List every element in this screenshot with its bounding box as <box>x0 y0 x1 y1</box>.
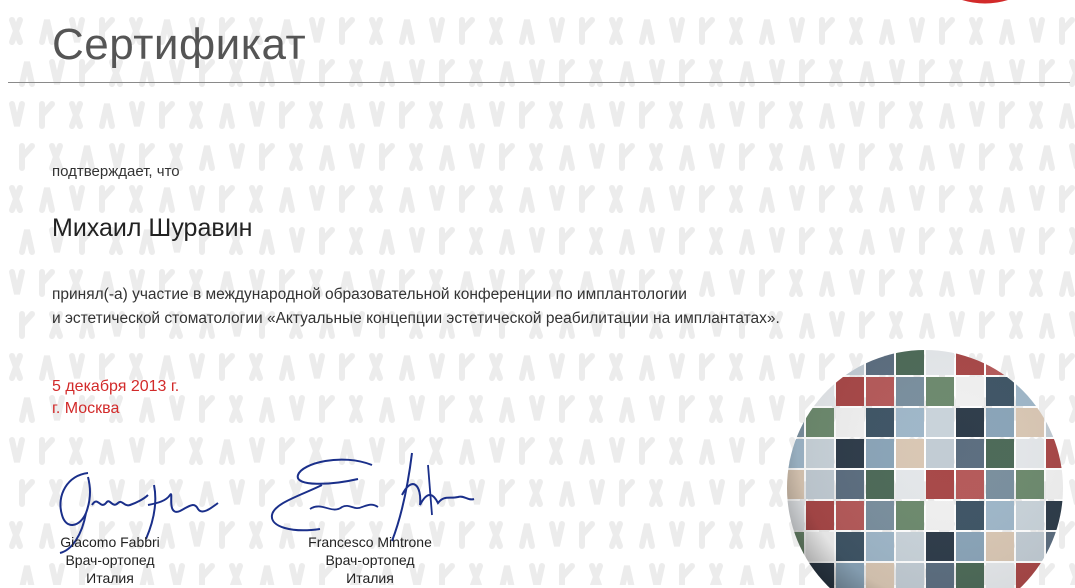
description <box>52 283 952 331</box>
divider <box>8 82 1070 83</box>
date: 5 декабря 2013 г. <box>52 378 180 395</box>
photo-globe-image <box>780 338 1070 588</box>
recipient-name: Михаил Шуравин <box>52 214 253 242</box>
signer-name: Francesco Mintrone <box>308 534 432 550</box>
signer-country: Италия <box>346 570 394 586</box>
description-line-2: и эстетической стоматологии «Актуальные концепции эстетической реабилитации на имплантатах». <box>52 310 780 327</box>
signer-role: Врач-ортопед <box>325 552 415 568</box>
certificate-title: Сертификат <box>52 20 307 69</box>
signer-country: Италия <box>86 570 134 586</box>
signer-fabbri <box>40 533 180 587</box>
confirm-text: подтверждает, что <box>52 163 180 180</box>
signer-mintrone <box>290 533 450 587</box>
city: г. Москва <box>52 400 120 417</box>
signer-name: Giacomo Fabbri <box>60 534 160 550</box>
description-line-1: принял(-а) участие в международной образовательной конференции по имплантологии <box>52 286 687 303</box>
signer-role: Врач-ортопед <box>65 552 155 568</box>
